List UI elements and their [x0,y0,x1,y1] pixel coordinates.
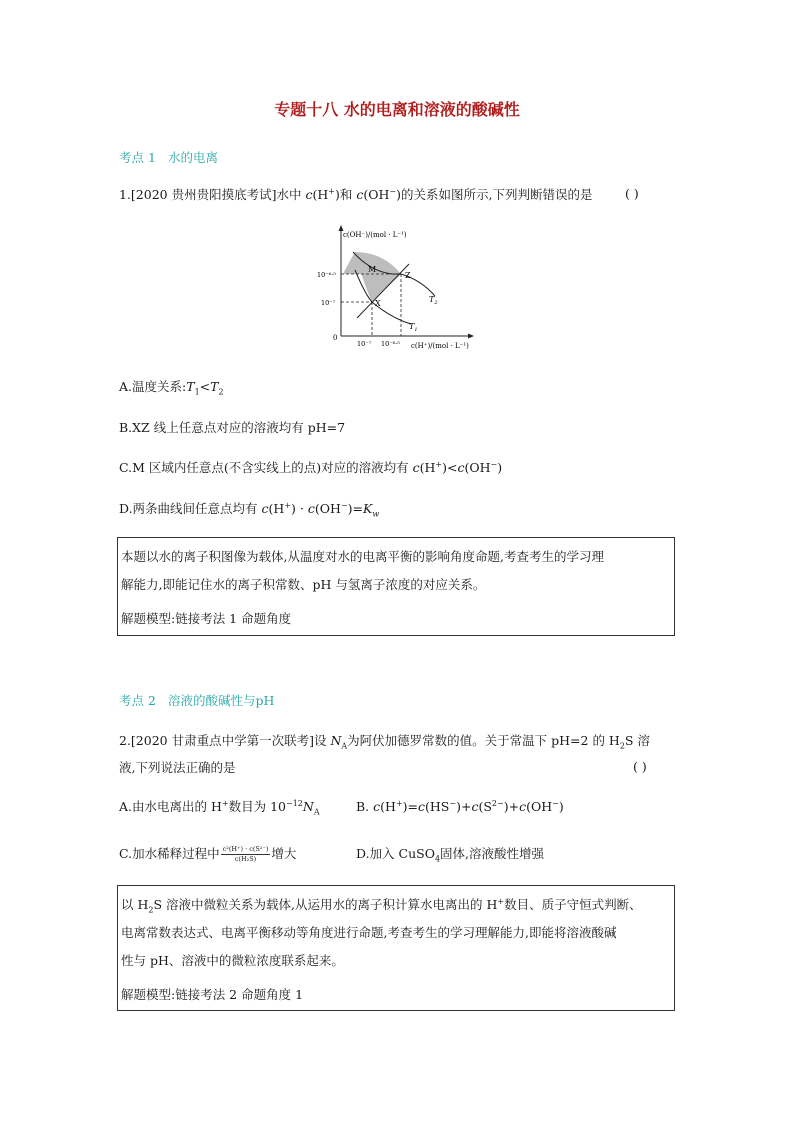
curve-t1-label: $T_1$ [409,322,418,333]
q1-option-b[interactable]: B.XZ 线上任意点对应的溶液均有 pH=7 [119,420,346,435]
x-tick-high: 10⁻⁶·⁵ [381,340,400,348]
section-title: 溶液的酸碱性与pH [167,693,275,708]
section-title: 水的电离 [167,150,218,165]
section-label: 考点 1 [119,150,156,165]
q2-option-a[interactable]: A.由水电离出的 H+数目为 $10^{-12}N_A$ [119,798,320,817]
question-1-stem: 1.[2020 贵州贵阳摸底考试]水中 c(H+)和 c(OH−)的关系如图所示,下列判断错误的是 [119,186,593,202]
q1-option-c[interactable]: C.M 区域内任意点(不含实线上的点)对应的溶液均有 c(H+)<c(OH−) [119,459,503,475]
q1-option-d[interactable]: D.两条曲线间任意点均有 $c(H^+) \cdot c(OH^-)=K_w$ [119,500,380,519]
y-tick-low: 10⁻⁷ [321,299,336,307]
kw-temperature-graph [313,222,481,354]
analysis-text: 本题以水的离子积图像为载体,从温度对水的电离平衡的影响角度命题,考查考生的学习理 [121,549,604,564]
y-axis-label: c(OH⁻)/(mol · L⁻¹) [343,231,407,239]
solving-model: 解题模型:链接考法 1 命题角度 [121,611,292,626]
analysis-text: 性与 pH、溶液中的微粒浓度联系起来。 [121,953,344,968]
q2-option-c[interactable]: C.加水稀释过程中 $\frac{\text{c²(H⁺) · c(S²⁻)}}{\text{c(H₂S)}}$ 增大 [119,845,297,863]
analysis-box-2 [117,885,675,1011]
point-x-label: X [375,299,381,308]
question-2-stem-line-2: 液,下列说法正确的是 [119,760,236,775]
point-m-label: M [368,265,377,274]
solving-model: 解题模型:链接考法 2 命题角度 1 [121,987,304,1002]
q2-option-b[interactable]: B. $c(H^+)=c(HS^-)+c(S^{2-})+c(OH^-)$ [356,798,564,814]
q2-option-d[interactable]: D.加入 CuSO$_4$固体,溶液酸性增强 [356,846,545,864]
q1-option-a[interactable]: A.温度关系$:T_1<T_2$ [119,379,224,397]
section-label: 考点 2 [119,693,156,708]
point-z-label: Z [405,271,411,280]
analysis-box-1 [117,537,675,636]
page-title: 专题十八 水的电离和溶液的酸碱性 [274,100,520,119]
analysis-text: 以 $H_2S$ 溶液中微粒关系为载体,从运用水的离子积计算水电离出的 H+数目、质子守恒式判断、 [121,896,642,915]
section-heading-1 [119,148,218,166]
answer-blank-2[interactable]: ( ) [633,759,647,774]
x-tick-low: 10⁻⁷ [357,340,372,348]
y-tick-high: 10⁻⁶·⁵ [317,271,336,279]
origin-label: 0 [333,334,338,342]
fraction: $\frac{\text{c²(H⁺) · c(S²⁻)}}{\text{c(H₂S)}}$ [222,845,269,863]
analysis-text: 电离常数表达式、电离平衡移动等角度进行命题,考查考生的学习理解能力,即能将溶液酸碱 [121,925,617,940]
analysis-text: 解能力,即能记住水的离子积常数、pH 与氢离子浓度的对应关系。 [121,577,486,592]
curve-t2-label: $T_2$ [429,295,438,306]
section-heading-2 [119,691,274,709]
x-axis-label: c(H⁺)/(mol · L⁻¹) [411,342,469,350]
question-2-stem-line-1: 2.[2020 甘肃重点中学第一次联考]设 $N_A$为阿伏加德罗常数的值。关于常温下 pH=2 的 $H_2S$ 溶 [119,733,650,751]
answer-blank-1[interactable]: ( ) [625,186,639,201]
